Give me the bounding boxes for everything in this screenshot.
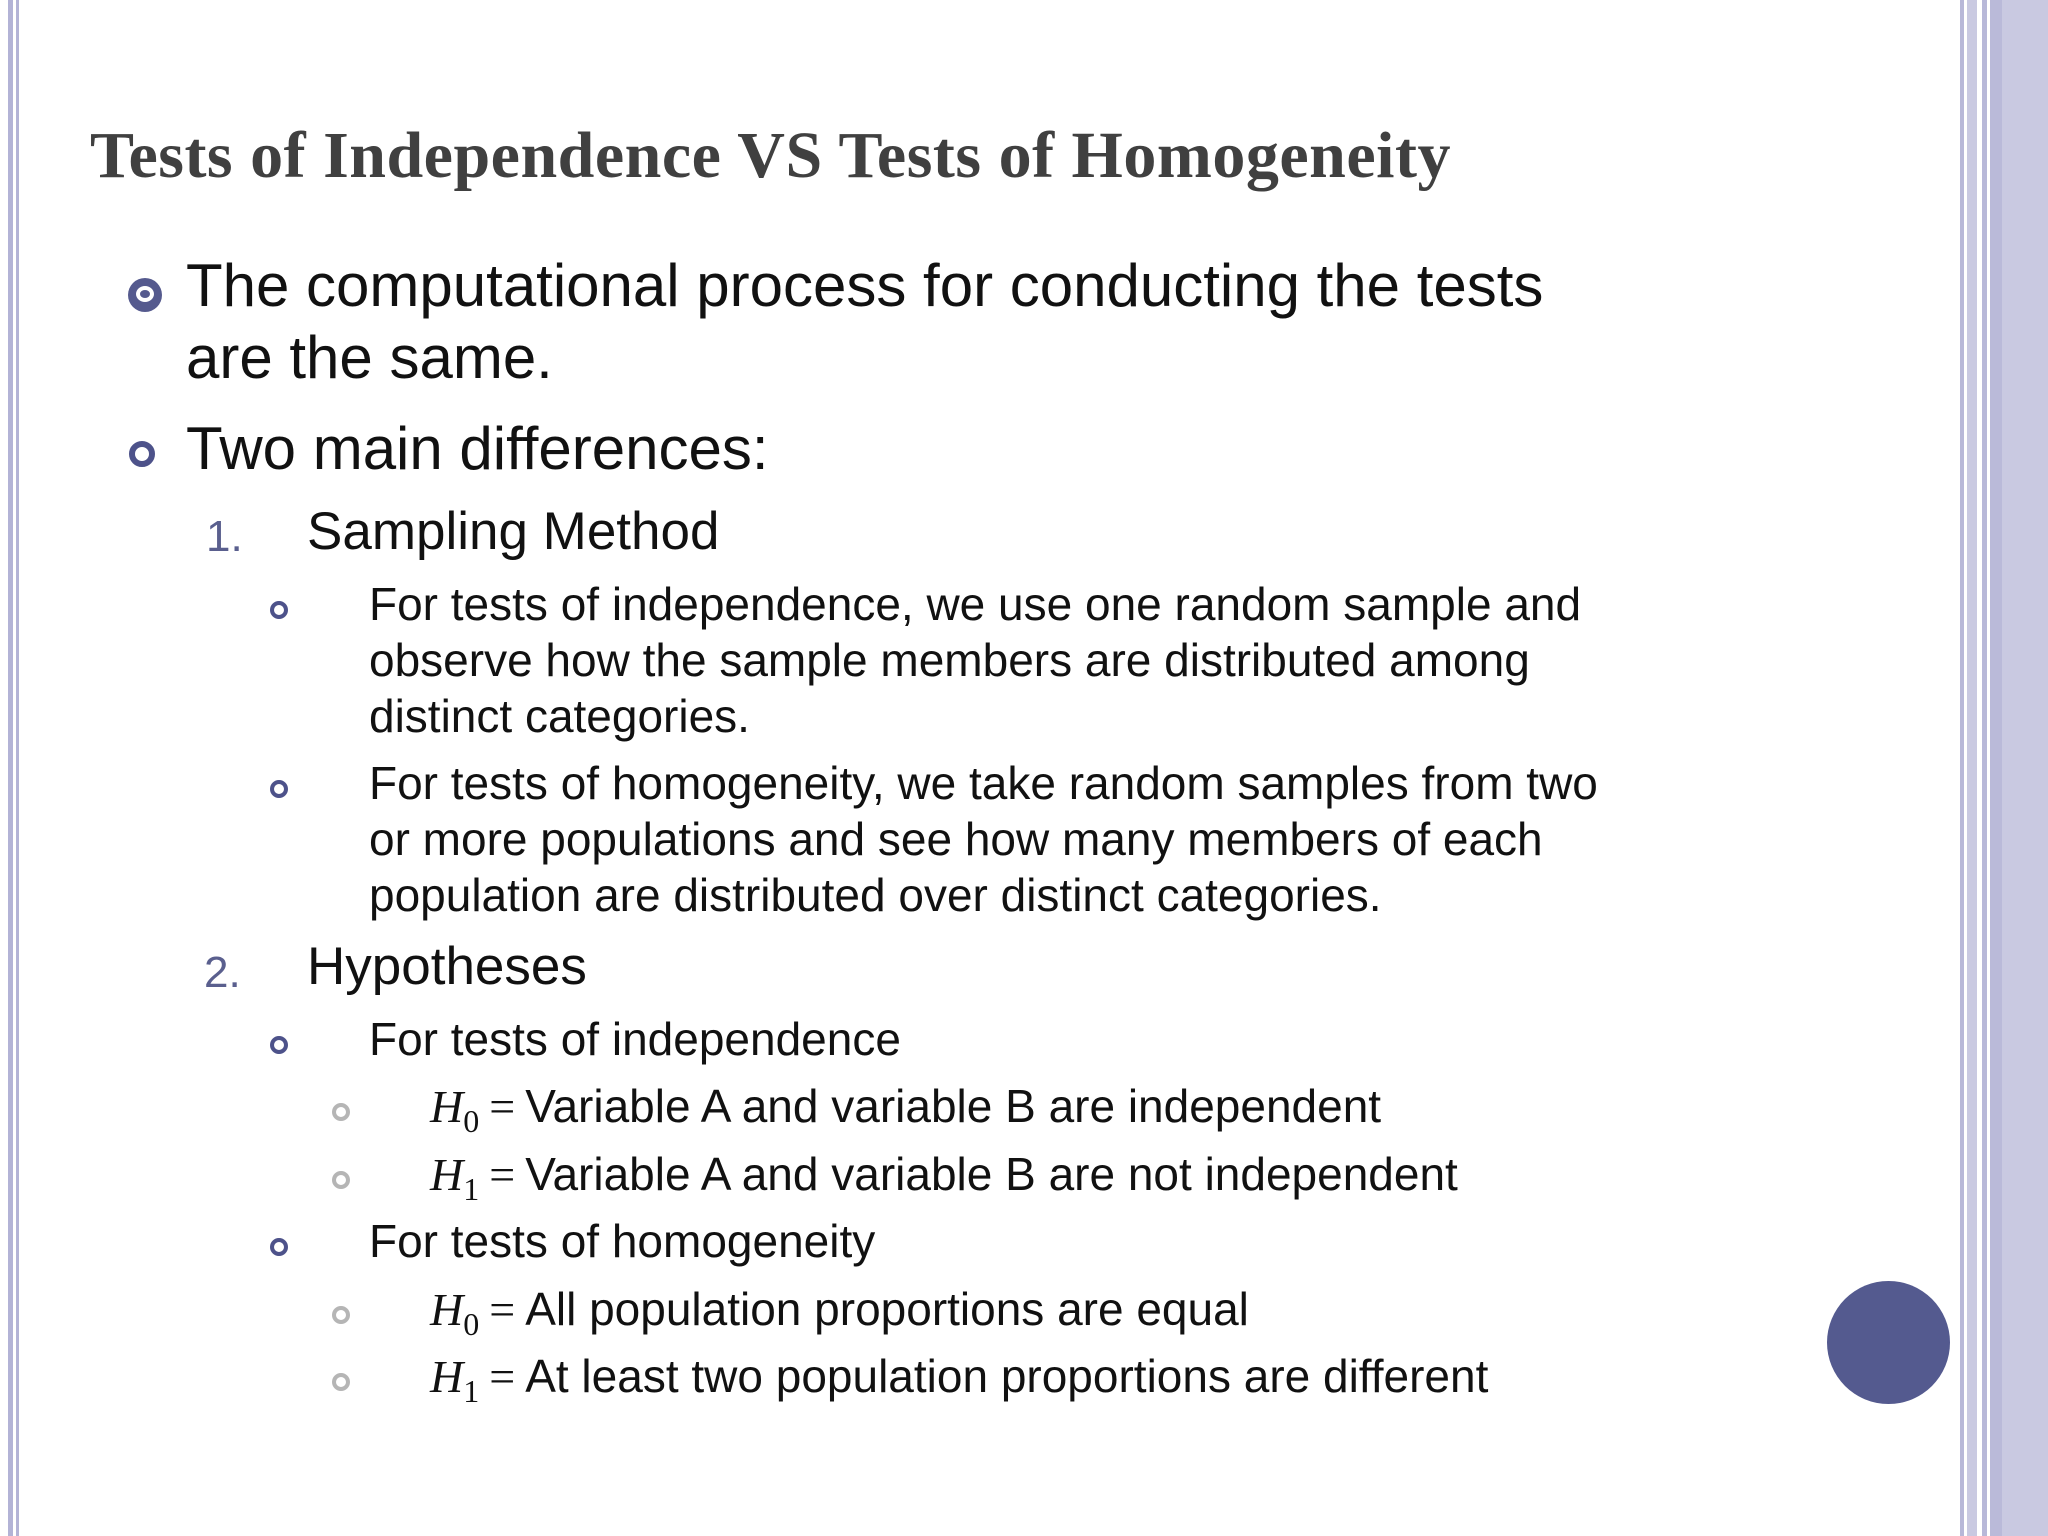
sampling-homogeneity-line-2: or more populations and see how many members of each <box>369 813 1543 865</box>
sub-sub-bullet-icon <box>332 1373 350 1391</box>
left-frame-line-inner <box>16 0 19 1536</box>
sub-sub-bullet-icon <box>332 1171 350 1189</box>
sampling-independence-line-3: distinct categories. <box>369 690 750 742</box>
left-frame-line <box>8 0 13 1536</box>
sub-bullet-icon <box>270 1036 288 1054</box>
right-frame-edge <box>2002 0 2048 1536</box>
homogeneity-h1: $H_1 = At$ least two population proportions are different <box>430 1350 1489 1409</box>
hypotheses-independence-label: For tests of independence <box>369 1013 901 1065</box>
sampling-homogeneity-line-1: For tests of homogeneity, we take random samples from two <box>369 757 1598 809</box>
hypotheses-homogeneity-label: For tests of homogeneity <box>369 1215 876 1267</box>
sampling-homogeneity-line-3: population are distributed over distinct categories. <box>369 869 1382 921</box>
h1-symbol: $H_1$ <box>430 1149 480 1207</box>
sub-bullet-icon <box>270 1238 288 1256</box>
right-frame-band <box>1967 0 1977 1536</box>
point-2-text: Two main differences: <box>186 415 769 482</box>
right-frame-line-2 <box>1982 0 1987 1536</box>
section-1-number: 1. <box>206 512 243 561</box>
h1-symbol: $H_1$ <box>430 1351 480 1409</box>
section-1-heading: Sampling Method <box>307 502 720 561</box>
sub-sub-bullet-icon <box>332 1103 350 1121</box>
right-frame-band-2 <box>1990 0 2002 1536</box>
independence-h0: $H_0$ = Variable A and variable B are independent <box>430 1080 1382 1139</box>
section-2-number: 2. <box>204 948 241 997</box>
right-frame-line <box>1960 0 1964 1536</box>
sampling-independence-line-2: observe how the sample members are distributed among <box>369 634 1530 686</box>
sub-bullet-icon <box>270 601 288 619</box>
sub-sub-bullet-icon <box>332 1306 350 1324</box>
section-2-heading: Hypotheses <box>307 937 587 996</box>
point-1-line-2: are the same. <box>186 324 553 391</box>
slide-title: Tests of Independence VS Tests of Homogeneity <box>90 119 1451 192</box>
independence-h1: $H_1$ = Variable A and variable B are not independent <box>430 1148 1458 1207</box>
point-1-line-1: The computational process for conducting the tests <box>186 252 1544 319</box>
sampling-independence-line-1: For tests of independence, we use one random sample and <box>369 578 1582 630</box>
homogeneity-h0: $H_0$ = All population proportions are equal <box>430 1283 1249 1342</box>
bullet-point-icon <box>129 441 155 467</box>
h0-symbol: $H_0$ <box>430 1081 480 1139</box>
sub-bullet-icon <box>270 780 288 798</box>
bullet-point-icon <box>128 278 162 312</box>
decorative-circle <box>1827 1281 1950 1404</box>
h0-symbol: $H_0$ <box>430 1284 480 1342</box>
